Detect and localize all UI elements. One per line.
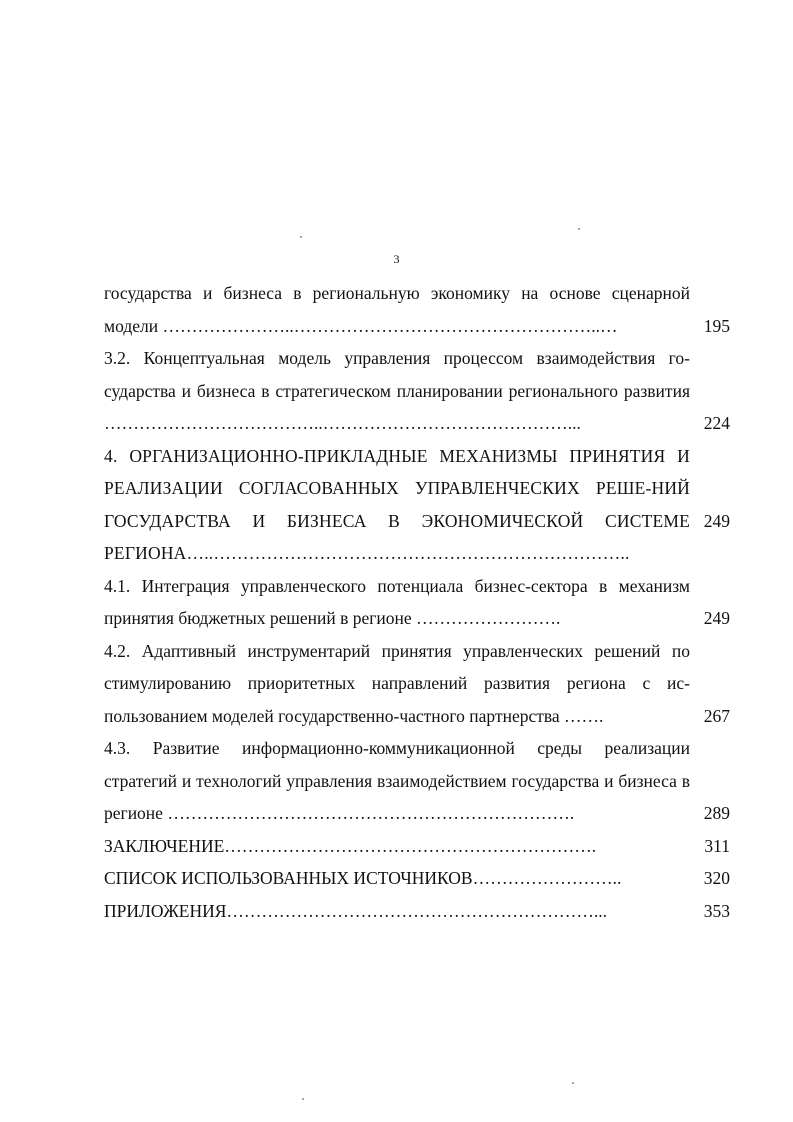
toc-entry-title: 4.3. Развитие информационно-коммуникационной среды реализации стратегий и технологий управления взаимодействием государства и бизнеса в регионе ……………………………………………………………. <box>104 738 690 823</box>
toc-entry <box>104 732 730 830</box>
scan-speck <box>302 1098 304 1100</box>
scan-speck <box>578 228 580 230</box>
toc-entry-page: 311 <box>704 835 730 856</box>
toc-entry <box>104 895 730 928</box>
page-number: 3 <box>393 252 400 266</box>
toc-entry <box>104 342 730 440</box>
toc-entry-page: 320 <box>703 868 730 888</box>
toc-entry-page: 224 <box>703 413 730 433</box>
table-of-contents <box>104 277 730 927</box>
toc-entry-title: 3.2. Концептуальная модель управления процессом взаимодействия го-сударства и бизнеса в стратегическом планировании регионального развития ………………………………..……………………………………... <box>104 348 690 433</box>
toc-entry <box>104 570 730 635</box>
toc-entry-title: СПИСОК ИСПОЛЬЗОВАННЫХ ИСТОЧНИКОВ…………………….. <box>104 868 622 888</box>
toc-entry <box>104 862 730 895</box>
toc-entry <box>104 440 730 570</box>
toc-entry <box>104 635 730 733</box>
toc-entry-page: 353 <box>703 900 730 921</box>
toc-entry-title: 4.1. Интеграция управленческого потенциала бизнес-сектора в механизм принятия бюджетных решений в регионе ……………………. <box>104 575 690 628</box>
toc-entry <box>104 277 730 342</box>
toc-entry-page: 267 <box>703 705 730 726</box>
scan-speck <box>572 1082 574 1084</box>
toc-entry-title: ПРИЛОЖЕНИЯ………………………………………………………... <box>104 900 608 921</box>
toc-entry-page: 195 <box>703 315 730 336</box>
toc-entry-title: 4. ОРГАНИЗАЦИОННО-ПРИКЛАДНЫЕ МЕХАНИЗМЫ ПРИНЯТИЯ И РЕАЛИЗАЦИИ СОГЛАСОВАННЫХ УПРАВЛЕНЧЕСКИХ РЕШЕ-НИЙ ГОСУДАРСТВА И БИЗНЕСА В ЭКОНОМИЧЕСКОЙ СИСТЕМЕ РЕГИОНА…..…………………………………………………………….. <box>104 445 690 563</box>
scan-speck <box>300 236 302 238</box>
toc-entry-title: государства и бизнеса в региональную экономику на основе сценарной модели …………………..……………………………………………..… <box>104 283 690 336</box>
toc-entry-page: 289 <box>703 803 730 823</box>
toc-entry-title: 4.2. Адаптивный инструментарий принятия управленческих решений по стимулированию приоритетных направлений развития региона с ис-пользованием моделей государственно-частного партнерства ……. <box>104 640 690 726</box>
toc-entry-page: 249 <box>703 608 730 628</box>
toc-entry-page: 249 <box>703 510 730 531</box>
toc-entry <box>104 830 730 863</box>
toc-entry-title: ЗАКЛЮЧЕНИЕ………………………………………………………. <box>104 835 597 856</box>
